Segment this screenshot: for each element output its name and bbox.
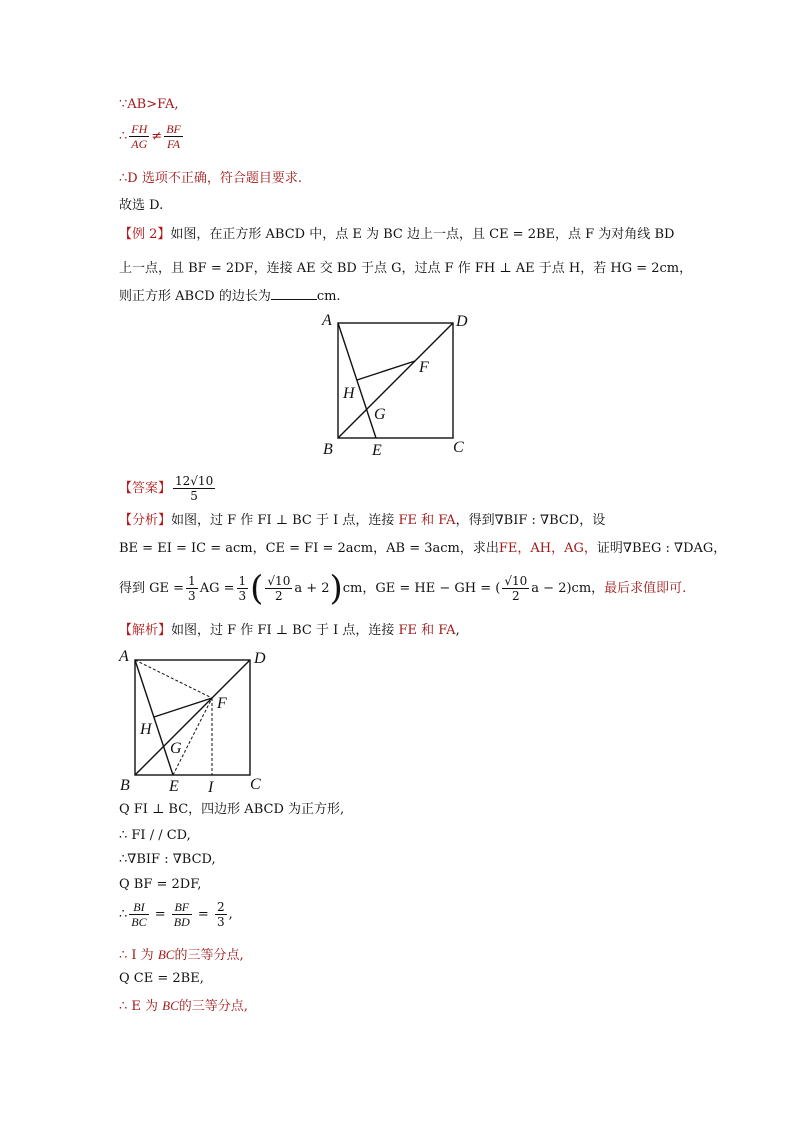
solution-step-8: ∴ E 为 BC的三等分点, — [119, 998, 248, 1014]
fig2-label-i: I — [208, 779, 214, 795]
fig1-label-c: C — [453, 439, 464, 456]
fraction-sqrt10-half-a: $\frac{√10}{2}$ — [267, 574, 291, 603]
fraction-one-third-b: $\frac{1}{3}$ — [238, 574, 247, 603]
example-line-1: 【例 2】如图，在正方形 ABCD 中，点 E 为 BC 边上一点，且 CE = 2BE，点 F 为对角线 BD — [119, 227, 675, 242]
solution-step-5: ∴ $\frac{BI}{BC}$ = $\frac{BF}{BD}$ = $\frac{2}{3}$ , — [119, 900, 233, 929]
example-tag: 【例 2】 — [119, 227, 171, 242]
prev-line-2 — [119, 122, 185, 151]
therefore-symbol: ∴ — [119, 129, 128, 144]
fig2-label-h: H — [140, 721, 152, 738]
segment-ae-2 — [135, 660, 173, 775]
fig1-label-g: G — [374, 406, 386, 423]
solution-step-6: ∴ I 为 BC的三等分点, — [119, 947, 244, 963]
fig2-label-f: F — [217, 695, 227, 712]
fraction-two-thirds: $\frac{2}{3}$ — [216, 900, 225, 929]
figure-square-2 — [115, 645, 275, 795]
example-line-2: 上一点，且 BF = 2DF，连接 AE 交 BD 于点 G，过点 F 作 FH ⊥ AE 于点 H，若 HG = 2cm， — [119, 261, 693, 276]
fig1-label-f: F — [419, 359, 429, 376]
solution-step-7: Q CE = 2BE, — [119, 971, 204, 986]
analysis-line-2: BE = EI = IC = acm，CE = FI = 2acm，AB = 3acm，求出FE，AH，AG，证明∇BEG : ∇DAG， — [119, 541, 727, 556]
fraction-sqrt10-half-b: $\frac{√10}{2}$ — [504, 574, 528, 603]
segment-ae — [338, 323, 376, 438]
fig2-label-a: A — [119, 648, 129, 665]
example-line-3: 则正方形 ABCD 的边长为 cm. — [119, 289, 341, 304]
fig1-label-h: H — [343, 385, 355, 402]
fig1-label-d: D — [456, 313, 468, 330]
answer-blank — [271, 287, 317, 300]
solution-step-4: Q BF = 2DF, — [119, 877, 202, 892]
solution-tag: 【解析】 — [119, 623, 172, 638]
fraction-bi-bc: $\frac{BI}{BC}$ — [131, 900, 147, 929]
fig2-label-e: E — [169, 778, 179, 795]
fraction-fh-ag: $\frac{FH}{AG}$ — [131, 122, 148, 151]
solution-step-2: ∴ FI / / CD, — [119, 828, 191, 843]
fig2-label-g: G — [170, 740, 182, 757]
solution-line-1: 【解析】如图，过 F 作 FI ⊥ BC 于 I 点，连接 FE 和 FA, — [119, 623, 460, 638]
not-equal-symbol: ≠ — [151, 129, 163, 144]
diagonal-bd-2 — [135, 660, 250, 775]
prev-line-3: ∴D 选项不正确，符合题目要求. — [119, 171, 302, 186]
dashed-af — [135, 660, 212, 698]
solution-step-1: Q FI ⊥ BC，四边形 ABCD 为正方形, — [119, 802, 345, 817]
prev-line-4: 故选 D. — [119, 198, 164, 213]
fraction-bf-bd: $\frac{BF}{BD}$ — [173, 900, 190, 929]
fig1-label-e: E — [372, 442, 382, 459]
fraction-bf-fa: $\frac{BF}{FA}$ — [166, 122, 181, 151]
answer-line — [119, 474, 217, 503]
analysis-tag: 【分析】 — [119, 513, 172, 528]
answer-fraction: $\frac{12√10}{5}$ — [175, 474, 214, 503]
diagonal-bd — [338, 323, 453, 438]
answer-tag: 【答案】 — [119, 481, 172, 496]
analysis-line-1: 【分析】如图，过 F 作 FI ⊥ BC 于 I 点，连接 FE 和 FA，得到∇BIF : ∇BCD，设 — [119, 513, 606, 528]
fig2-label-c: C — [250, 776, 261, 793]
solution-step-3: ∴∇BIF : ∇BCD, — [119, 852, 216, 867]
fig1-label-a: A — [322, 312, 332, 329]
fig2-label-d: D — [254, 650, 266, 667]
figure-square-1 — [318, 310, 478, 460]
prev-line-1: ∵AB>FA, — [119, 97, 179, 112]
fig1-label-b: B — [323, 441, 333, 458]
fraction-one-third-a: $\frac{1}{3}$ — [188, 574, 196, 603]
analysis-line-3: 得到 GE = $\frac{1}{3}$ AG = $\frac{1}{3}$ ( $\frac{√10}{2}$ a + 2)cm，GE = HE − GH = ( $\frac{√10}{2}$ a − 2)cm，最后求值即可. — [119, 568, 687, 609]
fig2-label-b: B — [120, 777, 130, 794]
